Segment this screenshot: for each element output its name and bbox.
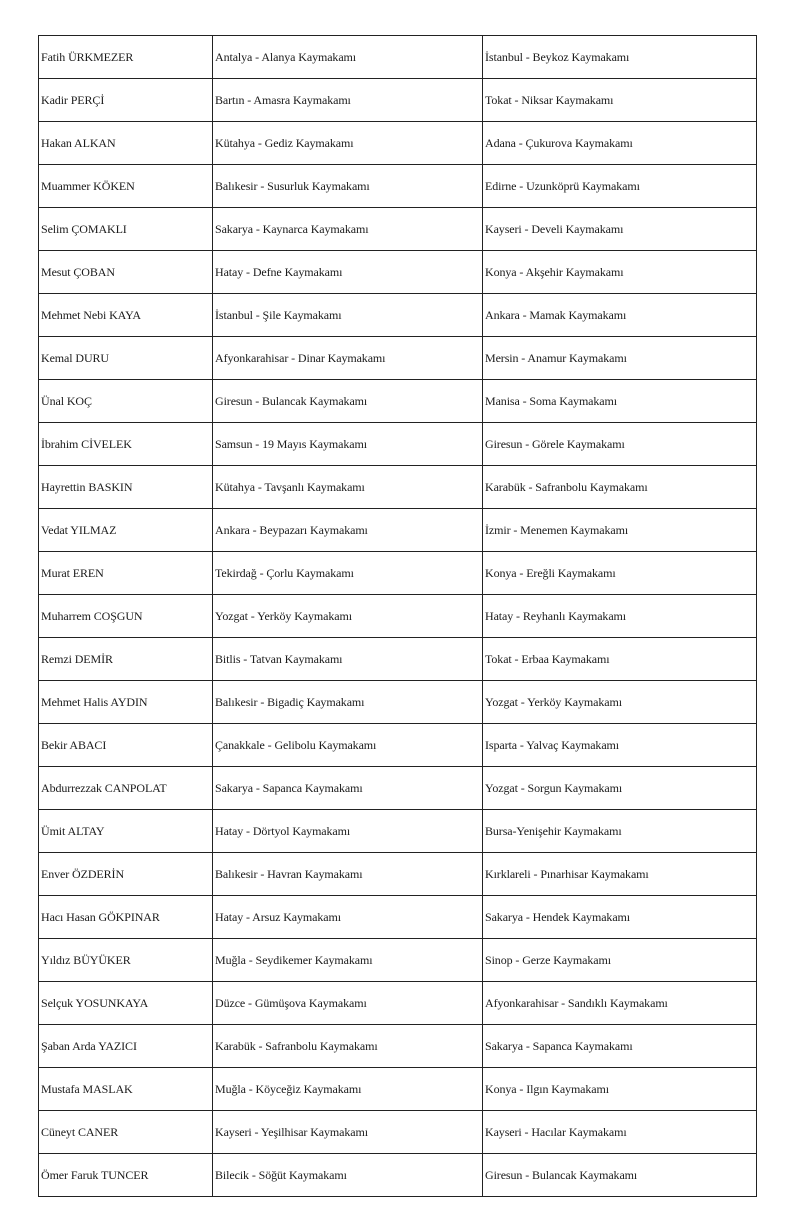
current-post: Antalya - Alanya Kaymakamı — [213, 36, 483, 79]
new-post: Giresun - Bulancak Kaymakamı — [483, 1154, 757, 1197]
new-post: Ankara - Mamak Kaymakamı — [483, 294, 757, 337]
current-post: Afyonkarahisar - Dinar Kaymakamı — [213, 337, 483, 380]
table-row — [39, 853, 757, 896]
table-row — [39, 982, 757, 1025]
person-name: Hayrettin BASKIN — [39, 466, 213, 509]
current-post: Bartın - Amasra Kaymakamı — [213, 79, 483, 122]
current-post: Muğla - Köyceğiz Kaymakamı — [213, 1068, 483, 1111]
table-row — [39, 294, 757, 337]
current-post: Hatay - Dörtyol Kaymakamı — [213, 810, 483, 853]
table-row — [39, 165, 757, 208]
table-row — [39, 423, 757, 466]
table-row — [39, 896, 757, 939]
table-row — [39, 1111, 757, 1154]
new-post: Konya - Ilgın Kaymakamı — [483, 1068, 757, 1111]
table-row — [39, 337, 757, 380]
person-name: Murat EREN — [39, 552, 213, 595]
person-name: Abdurrezzak CANPOLAT — [39, 767, 213, 810]
current-post: Muğla - Seydikemer Kaymakamı — [213, 939, 483, 982]
new-post: Giresun - Görele Kaymakamı — [483, 423, 757, 466]
person-name: Ömer Faruk TUNCER — [39, 1154, 213, 1197]
new-post: Sinop - Gerze Kaymakamı — [483, 939, 757, 982]
current-post: Ankara - Beypazarı Kaymakamı — [213, 509, 483, 552]
new-post: İstanbul - Beykoz Kaymakamı — [483, 36, 757, 79]
person-name: Vedat YILMAZ — [39, 509, 213, 552]
current-post: Balıkesir - Bigadiç Kaymakamı — [213, 681, 483, 724]
new-post: Bursa-Yenişehir Kaymakamı — [483, 810, 757, 853]
current-post: Çanakkale - Gelibolu Kaymakamı — [213, 724, 483, 767]
person-name: Kadir PERÇİ — [39, 79, 213, 122]
table-row — [39, 380, 757, 423]
person-name: Selçuk YOSUNKAYA — [39, 982, 213, 1025]
current-post: Bilecik - Söğüt Kaymakamı — [213, 1154, 483, 1197]
new-post: Isparta - Yalvaç Kaymakamı — [483, 724, 757, 767]
person-name: Ümit ALTAY — [39, 810, 213, 853]
table-row — [39, 638, 757, 681]
table-row — [39, 939, 757, 982]
table-row — [39, 79, 757, 122]
current-post: İstanbul - Şile Kaymakamı — [213, 294, 483, 337]
person-name: Şaban Arda YAZICI — [39, 1025, 213, 1068]
person-name: Mehmet Halis AYDIN — [39, 681, 213, 724]
new-post: Adana - Çukurova Kaymakamı — [483, 122, 757, 165]
person-name: Hakan ALKAN — [39, 122, 213, 165]
table-row — [39, 36, 757, 79]
person-name: Selim ÇOMAKLI — [39, 208, 213, 251]
new-post: Hatay - Reyhanlı Kaymakamı — [483, 595, 757, 638]
appointment-table — [38, 35, 757, 1197]
current-post: Kütahya - Gediz Kaymakamı — [213, 122, 483, 165]
table-row — [39, 251, 757, 294]
new-post: Yozgat - Sorgun Kaymakamı — [483, 767, 757, 810]
new-post: Yozgat - Yerköy Kaymakamı — [483, 681, 757, 724]
new-post: Afyonkarahisar - Sandıklı Kaymakamı — [483, 982, 757, 1025]
current-post: Kayseri - Yeşilhisar Kaymakamı — [213, 1111, 483, 1154]
new-post: İzmir - Menemen Kaymakamı — [483, 509, 757, 552]
table-row — [39, 466, 757, 509]
person-name: Fatih ÜRKMEZER — [39, 36, 213, 79]
current-post: Hatay - Defne Kaymakamı — [213, 251, 483, 294]
new-post: Kayseri - Develi Kaymakamı — [483, 208, 757, 251]
new-post: Manisa - Soma Kaymakamı — [483, 380, 757, 423]
current-post: Balıkesir - Susurluk Kaymakamı — [213, 165, 483, 208]
table-row — [39, 595, 757, 638]
current-post: Balıkesir - Havran Kaymakamı — [213, 853, 483, 896]
current-post: Düzce - Gümüşova Kaymakamı — [213, 982, 483, 1025]
new-post: Sakarya - Sapanca Kaymakamı — [483, 1025, 757, 1068]
table-row — [39, 724, 757, 767]
person-name: Muammer KÖKEN — [39, 165, 213, 208]
table-row — [39, 1154, 757, 1197]
person-name: Ünal KOÇ — [39, 380, 213, 423]
current-post: Bitlis - Tatvan Kaymakamı — [213, 638, 483, 681]
person-name: Kemal DURU — [39, 337, 213, 380]
new-post: Kırklareli - Pınarhisar Kaymakamı — [483, 853, 757, 896]
current-post: Samsun - 19 Mayıs Kaymakamı — [213, 423, 483, 466]
table-row — [39, 1025, 757, 1068]
person-name: Bekir ABACI — [39, 724, 213, 767]
person-name: Yıldız BÜYÜKER — [39, 939, 213, 982]
new-post: Tokat - Niksar Kaymakamı — [483, 79, 757, 122]
table-row — [39, 552, 757, 595]
person-name: Muharrem COŞGUN — [39, 595, 213, 638]
current-post: Kütahya - Tavşanlı Kaymakamı — [213, 466, 483, 509]
current-post: Yozgat - Yerköy Kaymakamı — [213, 595, 483, 638]
new-post: Sakarya - Hendek Kaymakamı — [483, 896, 757, 939]
table-row — [39, 767, 757, 810]
new-post: Karabük - Safranbolu Kaymakamı — [483, 466, 757, 509]
table-row — [39, 681, 757, 724]
table-row — [39, 122, 757, 165]
new-post: Tokat - Erbaa Kaymakamı — [483, 638, 757, 681]
current-post: Sakarya - Sapanca Kaymakamı — [213, 767, 483, 810]
table-row — [39, 810, 757, 853]
table-row — [39, 509, 757, 552]
person-name: Mesut ÇOBAN — [39, 251, 213, 294]
person-name: İbrahim CİVELEK — [39, 423, 213, 466]
appointment-table-body — [39, 36, 757, 1197]
person-name: Enver ÖZDERİN — [39, 853, 213, 896]
new-post: Kayseri - Hacılar Kaymakamı — [483, 1111, 757, 1154]
new-post: Edirne - Uzunköprü Kaymakamı — [483, 165, 757, 208]
person-name: Remzi DEMİR — [39, 638, 213, 681]
current-post: Karabük - Safranbolu Kaymakamı — [213, 1025, 483, 1068]
current-post: Tekirdağ - Çorlu Kaymakamı — [213, 552, 483, 595]
person-name: Hacı Hasan GÖKPINAR — [39, 896, 213, 939]
current-post: Giresun - Bulancak Kaymakamı — [213, 380, 483, 423]
current-post: Sakarya - Kaynarca Kaymakamı — [213, 208, 483, 251]
person-name: Cüneyt CANER — [39, 1111, 213, 1154]
new-post: Konya - Akşehir Kaymakamı — [483, 251, 757, 294]
person-name: Mustafa MASLAK — [39, 1068, 213, 1111]
person-name: Mehmet Nebi KAYA — [39, 294, 213, 337]
new-post: Mersin - Anamur Kaymakamı — [483, 337, 757, 380]
current-post: Hatay - Arsuz Kaymakamı — [213, 896, 483, 939]
table-row — [39, 208, 757, 251]
new-post: Konya - Ereğli Kaymakamı — [483, 552, 757, 595]
table-row — [39, 1068, 757, 1111]
